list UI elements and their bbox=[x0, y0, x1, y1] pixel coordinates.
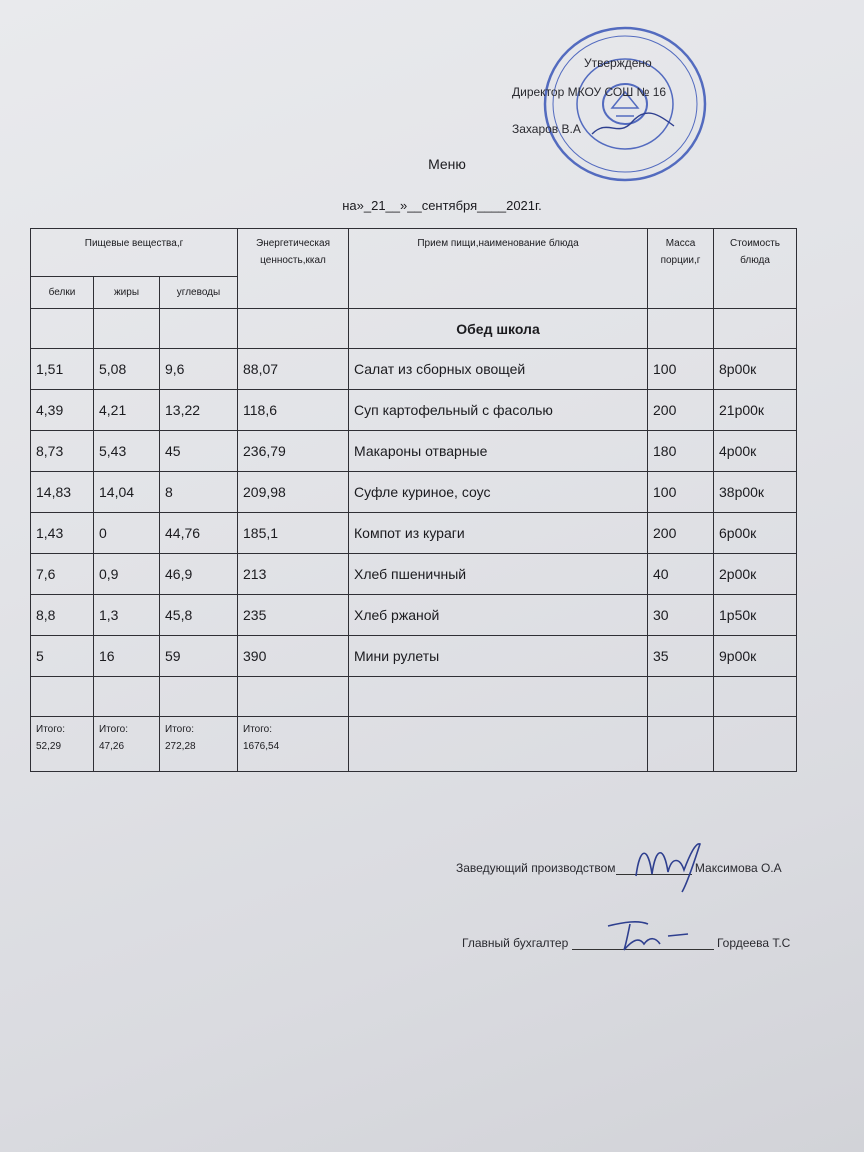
document-date: на»_21__»__сентября____2021г. bbox=[342, 198, 542, 213]
cell-cost: 9р00к bbox=[714, 636, 797, 677]
cell-fat: 0 bbox=[94, 513, 160, 554]
cell-energy: 209,98 bbox=[238, 472, 349, 513]
cell-cost: 38р00к bbox=[714, 472, 797, 513]
cell-energy: 118,6 bbox=[238, 390, 349, 431]
section-row bbox=[31, 309, 797, 349]
cell-carbs: 13,22 bbox=[160, 390, 238, 431]
cell-carbs: 46,9 bbox=[160, 554, 238, 595]
approval-position: Директор МКОУ СОШ № 16 bbox=[512, 85, 667, 99]
menu-row bbox=[31, 554, 797, 595]
cell-dish: Хлеб пшеничный bbox=[349, 554, 648, 595]
menu-row bbox=[31, 472, 797, 513]
cell-carbs: 9,6 bbox=[160, 349, 238, 390]
document-title: Меню bbox=[428, 156, 466, 172]
cell-dish: Хлеб ржаной bbox=[349, 595, 648, 636]
menu-row bbox=[31, 595, 797, 636]
menu-row bbox=[31, 349, 797, 390]
production-signature-line bbox=[456, 860, 782, 875]
cell-mass: 200 bbox=[648, 390, 714, 431]
menu-row bbox=[31, 513, 797, 554]
cell-cost: 21р00к bbox=[714, 390, 797, 431]
cell-protein: 14,83 bbox=[31, 472, 94, 513]
cell-carbs: 8 bbox=[160, 472, 238, 513]
cell-fat: 14,04 bbox=[94, 472, 160, 513]
totals-row bbox=[31, 717, 797, 772]
cell-energy: 236,79 bbox=[238, 431, 349, 472]
cell-fat: 5,08 bbox=[94, 349, 160, 390]
cell-protein: 4,39 bbox=[31, 390, 94, 431]
cell-cost: 6р00к bbox=[714, 513, 797, 554]
cell-mass: 100 bbox=[648, 349, 714, 390]
section-title: Обед школа bbox=[349, 309, 648, 349]
cell-fat: 4,21 bbox=[94, 390, 160, 431]
cell-protein: 8,73 bbox=[31, 431, 94, 472]
cell-protein: 5 bbox=[31, 636, 94, 677]
cell-carbs: 45,8 bbox=[160, 595, 238, 636]
empty-row bbox=[31, 677, 797, 717]
menu-row bbox=[31, 636, 797, 677]
cell-protein: 7,6 bbox=[31, 554, 94, 595]
subheader-protein: белки bbox=[31, 277, 94, 309]
cell-carbs: 44,76 bbox=[160, 513, 238, 554]
cell-protein: 1,43 bbox=[31, 513, 94, 554]
cell-fat: 16 bbox=[94, 636, 160, 677]
total-protein: Итого: 52,29 bbox=[31, 717, 94, 772]
cell-fat: 5,43 bbox=[94, 431, 160, 472]
menu-row bbox=[31, 431, 797, 472]
cell-cost: 1р50к bbox=[714, 595, 797, 636]
approval-status: Утверждено bbox=[584, 56, 652, 70]
subheader-carbs: углеводы bbox=[160, 277, 238, 309]
total-fat: Итого: 47,26 bbox=[94, 717, 160, 772]
cell-mass: 35 bbox=[648, 636, 714, 677]
subheader-fat: жиры bbox=[94, 277, 160, 309]
accountant-name: Гордеева Т.С bbox=[716, 936, 791, 950]
header-mass: Масса порции,г bbox=[648, 229, 714, 309]
cell-protein: 1,51 bbox=[31, 349, 94, 390]
cell-energy: 185,1 bbox=[238, 513, 349, 554]
cell-dish: Суфле куриное, соус bbox=[349, 472, 648, 513]
cell-energy: 235 bbox=[238, 595, 349, 636]
cell-mass: 180 bbox=[648, 431, 714, 472]
accountant-signature-line bbox=[462, 935, 790, 950]
cell-energy: 213 bbox=[238, 554, 349, 595]
total-energy: Итого: 1676,54 bbox=[238, 717, 349, 772]
total-carbs: Итого: 272,28 bbox=[160, 717, 238, 772]
menu-table bbox=[30, 228, 797, 772]
accountant-label: Главный бухгалтер bbox=[462, 936, 569, 950]
menu-rows bbox=[31, 349, 797, 677]
header-row bbox=[31, 229, 797, 277]
cell-carbs: 45 bbox=[160, 431, 238, 472]
header-cost: Стоимость блюда bbox=[714, 229, 797, 309]
cell-dish: Компот из кураги bbox=[349, 513, 648, 554]
cell-mass: 100 bbox=[648, 472, 714, 513]
menu-row bbox=[31, 390, 797, 431]
cell-protein: 8,8 bbox=[31, 595, 94, 636]
cell-dish: Суп картофельный с фасолью bbox=[349, 390, 648, 431]
header-dish: Прием пищи,наименование блюда bbox=[349, 229, 648, 309]
cell-mass: 200 bbox=[648, 513, 714, 554]
cell-fat: 0,9 bbox=[94, 554, 160, 595]
cell-dish: Салат из сборных овощей bbox=[349, 349, 648, 390]
cell-cost: 4р00к bbox=[714, 431, 797, 472]
cell-fat: 1,3 bbox=[94, 595, 160, 636]
production-name: Максимова О.А bbox=[694, 861, 782, 875]
cell-mass: 40 bbox=[648, 554, 714, 595]
approval-name: Захаров В.А bbox=[512, 122, 581, 136]
cell-cost: 2р00к bbox=[714, 554, 797, 595]
cell-dish: Мини рулеты bbox=[349, 636, 648, 677]
cell-energy: 390 bbox=[238, 636, 349, 677]
header-nutrients: Пищевые вещества,г bbox=[31, 229, 238, 277]
cell-carbs: 59 bbox=[160, 636, 238, 677]
cell-dish: Макароны отварные bbox=[349, 431, 648, 472]
cell-cost: 8р00к bbox=[714, 349, 797, 390]
production-label: Заведующий производством bbox=[456, 861, 616, 875]
cell-mass: 30 bbox=[648, 595, 714, 636]
header-energy: Энергетическая ценность,ккал bbox=[238, 229, 349, 309]
cell-energy: 88,07 bbox=[238, 349, 349, 390]
